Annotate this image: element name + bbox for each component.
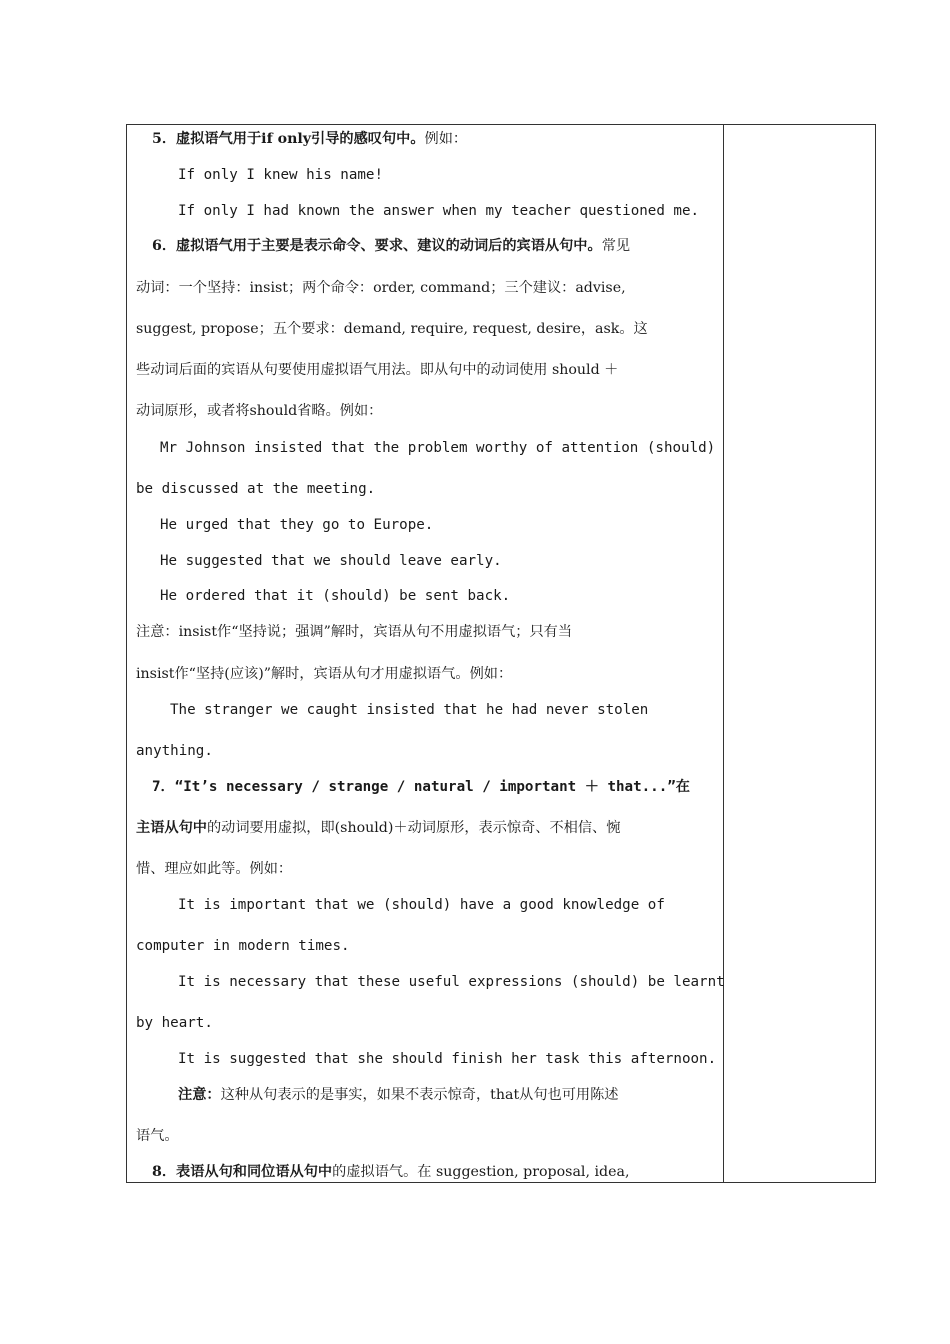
example-line: by heart. <box>136 1015 213 1031</box>
example-line: If only I knew his name! <box>178 167 383 183</box>
section-7-heading: 7．“It’s necessary / strange / natural / important ＋ that...”在 <box>152 779 690 795</box>
body-line: 惜、理应如此等。例如： <box>136 861 293 877</box>
section-5-tail: 例如： <box>424 131 468 147</box>
body-line: 动词原形，或者将should省略。例如： <box>136 403 383 419</box>
example-line: It is important that we (should) have a good knowledge of <box>178 897 665 913</box>
section-8-tail: 的虚拟语气。在 suggestion, proposal, idea, <box>332 1164 630 1180</box>
example-line: He urged that they go to Europe. <box>160 517 434 533</box>
example-line: be discussed at the meeting. <box>136 481 376 497</box>
example-line: Mr Johnson insisted that the problem worthy of attention (should) <box>160 440 716 456</box>
section-6-tail: 常见 <box>601 238 631 254</box>
section-8-line <box>152 1162 629 1182</box>
section-8-heading: 8．表语从句和同位语从句中 <box>152 1164 333 1180</box>
example-line: It is suggested that she should finish her task this afternoon. <box>178 1051 717 1067</box>
example-line: The stranger we caught insisted that he had never stolen <box>170 702 649 718</box>
note-2-line <box>178 1085 618 1105</box>
body-line: 些动词后面的宾语从句要使用虚拟语气用法。即从句中的动词使用 should ＋ <box>136 362 619 378</box>
example-line: He suggested that we should leave early. <box>160 553 502 569</box>
note-line: insist作“坚持(应该)”解时，宾语从句才用虚拟语气。例如： <box>136 666 513 682</box>
note-text: 这种从句表示的是事实，如果不表示惊奇，that从句也可用陈述 <box>220 1087 619 1103</box>
note-label: 注意： <box>178 1087 221 1103</box>
section-6-line <box>152 236 630 256</box>
example-line: He ordered that it (should) be sent back. <box>160 588 511 604</box>
section-7-heading-cont: 主语从句中 <box>136 820 207 836</box>
section-5-line <box>152 129 467 149</box>
section-7-line <box>136 818 620 838</box>
section-7-tail: 的动词要用虚拟，即(should)＋动词原形，表示惊奇、不相信、惋 <box>206 820 621 836</box>
section-5-heading: 5．虚拟语气用于if only引导的感叹句中。 <box>152 131 425 147</box>
section-6-heading: 6．虚拟语气用于主要是表示命令、要求、建议的动词后的宾语从句中。 <box>152 238 602 254</box>
column-divider <box>723 125 724 1182</box>
note-line: 注意：insist作“坚持说；强调”解时，宾语从句不用虚拟语气；只有当 <box>136 624 573 640</box>
body-line: suggest, propose；五个要求：demand, require, request, desire，ask。这 <box>136 321 648 337</box>
body-line: 语气。 <box>136 1128 179 1144</box>
example-line: computer in modern times. <box>136 938 350 954</box>
body-line: 动词：一个坚持：insist；两个命令：order, command；三个建议：advise, <box>136 280 626 296</box>
example-line: If only I had known the answer when my teacher questioned me. <box>178 203 700 219</box>
example-line: It is necessary that these useful expressions (should) be learnt <box>178 974 725 990</box>
document-table <box>126 124 876 1183</box>
example-line: anything. <box>136 743 213 759</box>
